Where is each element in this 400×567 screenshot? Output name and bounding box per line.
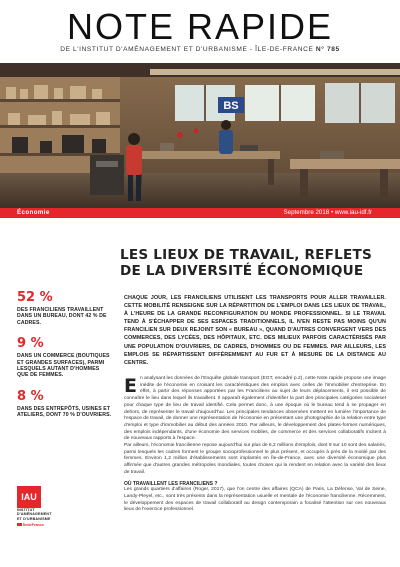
publication-subtitle bbox=[0, 46, 400, 53]
masthead bbox=[0, 0, 400, 70]
key-figures bbox=[17, 290, 112, 429]
section-bar bbox=[0, 208, 400, 218]
section-label: Économie bbox=[17, 209, 50, 216]
body-paragraph: Par ailleurs, l'économie francilienne repose aujourd'hui sur plus de 6,2 millions d'emplois, dont 9 sur 10 sont des salariés, parmi lesquels les cadres forment le groupe socioprofessionnel le plus présent, et occupés à près de la moitié par des femmes. Environ 1,2 million d'établissements sont implantés en Île-de-France, avec une diversité économique plus affirmée que d'autres grandes métropoles mondiales, toutes choses qui la rendent en relation avec la variété des lieux de travail. bbox=[124, 443, 386, 475]
key-figure-description: DANS DES ENTREPÔTS, USINES ET ATELIERS, DONT 70 % D'OUVRIERS. bbox=[17, 405, 112, 419]
article-body bbox=[124, 376, 386, 514]
cover-photo bbox=[0, 63, 400, 208]
key-figure-value: 9 % bbox=[17, 336, 44, 352]
region-flag-icon bbox=[17, 523, 22, 526]
iau-logo bbox=[17, 486, 57, 538]
body-subheading: OÙ TRAVAILLENT LES FRANCILIENS ? bbox=[124, 480, 218, 487]
workshop-photo bbox=[0, 63, 400, 208]
key-figure bbox=[17, 389, 112, 419]
iau-logo-mark: IAU bbox=[17, 486, 41, 508]
drop-cap: E bbox=[124, 375, 137, 397]
publication-title: NOTE RAPIDE bbox=[66, 6, 334, 47]
subtitle-text: DE L'INSTITUT D'AMÉNAGEMENT ET D'URBANISME - ÎLE-DE-FRANCE bbox=[60, 46, 314, 53]
body-paragraph-text: n analysant les données de l'Enquête globale transport (EGT, encadré p.2), cette Note rapide propose une image inédite de l'économie en croisant les caractéristiques des emplois avec celles de l'immobilier d'entreprise. En effet, à partir des réponses apportées par les Franciliens au sujet de leurs déplacements, il est possible de connaître le lieu dans lequel ils travaillent. Il apparaît également d'identifier la part des principales catégories socialeset pour chaque type de lieu de travail identifié. Cela permet donc, à une époque où le bureau tend à se propager en dehors, de représenter le travail d'aujourd'hui. Les principales tendances observées mettent en lumière l'importance de l'espace de travail, de donner une représentation de l'économie en présentant une photographie de la relation entre type d'emploi et type d'immobilier au début des années 2010. Par ailleurs, le développement des plates-formes numériques, des emplois indépendants, d'une économie des services mobiles, de commerce et des services collaboratifs incitent à de nouveaux rapports à l'espace. bbox=[124, 376, 386, 442]
logo-line: ET D'URBANISME bbox=[17, 516, 51, 521]
key-figure-description: DANS UN COMMERCE (BOUTIQUES ET GRANDES SURFACES), PARMI LESQUELS AUTANT D'HOMMES QUE DE FEMMES. bbox=[17, 353, 110, 379]
logo-line: INSTITUT bbox=[17, 508, 35, 512]
body-paragraph bbox=[124, 376, 386, 443]
key-figure-value: 52 % bbox=[17, 290, 53, 305]
photo-sign-text: BS bbox=[223, 100, 239, 112]
region-brand-text: ÎledeFrance bbox=[23, 522, 45, 527]
key-figure bbox=[17, 290, 112, 326]
dateline: Septembre 2018 • www.iau-idf.fr bbox=[283, 209, 372, 216]
body-paragraph: Les grands quartiers d'affaires (Roger, 2017), que l'on centre des affaires (QCA) de Paris, La Défense, Val de Seine, Landy-Pleyel, etc., sont très présents dans la représentation usuelle et mentale de l'économie francilienne. Récemment, le développement des espaces de travail collaboratif au design contemporain a focalisé l'attention sur ces nouveaux lieux de l'exercice professionnel. bbox=[124, 487, 386, 513]
lead-paragraph: CHAQUE JOUR, LES FRANCILIENS UTILISENT LES TRANSPORTS POUR ALLER TRAVAILLER. CETTE MOBILITÉ RENSEIGNE SUR LA RÉPARTITION DE L'EMPLOI DANS LES LIEUX DE TRAVAIL, À L'HEURE DE LA GRANDE RECONFIGURATION DU MONDE PROFESSIONNEL. SI LE TRAVAIL TEND À S'ÉCHAPPER DE SES ESPACES TRADITIONNELS, IL N'EN RESTE PAS MOINS QU'UN FRANCILIEN SUR DEUX REJOINT SON « BUREAU », QUAND D'AUTRES CONVERGENT VERS DES COMMERCES, DES LYCÉES, DES HÔPITAUX, ETC. DES MILIEUX PARFOIS CARACTÉRISÉS PAR UNE POPULATION D'OUVRIERS, DE CADRES, D'HOMMES OU DE FEMMES. PAR AILLEURS, LES EMPLOIS SE RÉPARTISSENT DIFFÉREMMENT AU FUR ET À MESURE DE LA DISTANCE AU CENTRE. bbox=[124, 295, 386, 366]
region-brand bbox=[17, 523, 57, 527]
issue-number: N° 785 bbox=[315, 46, 340, 53]
article-headline: LES LIEUX DE TRAVAIL, REFLETS DE LA DIVERSITÉ ÉCONOMIQUE bbox=[120, 247, 372, 279]
key-figure-value: 8 % bbox=[17, 388, 44, 404]
key-figure-description: DES FRANCILIENS TRAVAILLENT DANS UN BUREAU, DONT 42 % DE CADRES. bbox=[17, 307, 107, 326]
key-figure bbox=[17, 336, 112, 379]
logo-line: D'AMÉNAGEMENT bbox=[17, 512, 52, 517]
